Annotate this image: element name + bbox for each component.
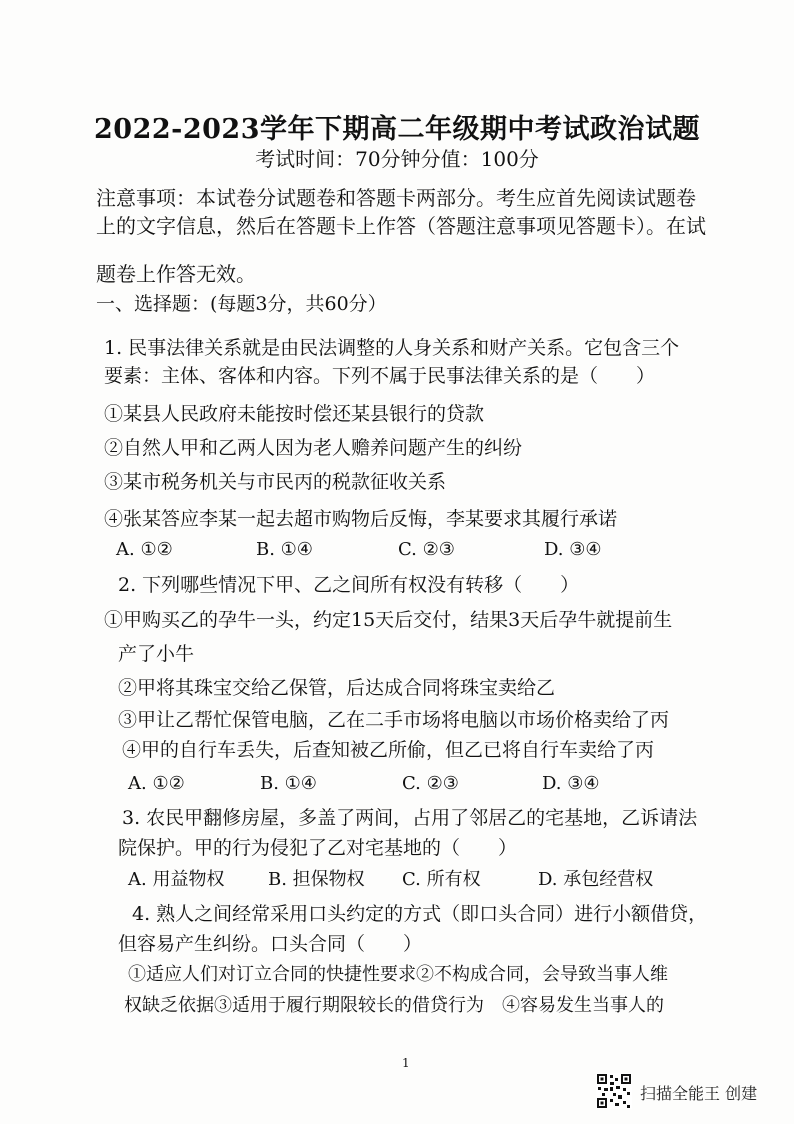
exam-title: 2022-2023学年下期高二年级期中考试政治试题 — [94, 114, 700, 145]
question-stem: 4. 熟人之间经常采用口头约定的方式（即口头合同）进行小额借贷， — [132, 903, 708, 925]
option-c: C. ②③ — [402, 773, 459, 794]
question-item: ①适应人们对订立合同的快捷性要求②不构成合同，会导致当事人维 — [128, 964, 668, 985]
option-b: B. ①④ — [260, 773, 317, 794]
question-stem: 3. 农民甲翻修房屋，多盖了两间，占用了邻居乙的宅基地，乙诉请法 — [122, 807, 698, 829]
scanner-label: 扫描全能王 创建 — [640, 1084, 758, 1103]
question-item: 产了小牛 — [118, 643, 195, 665]
question-item: ③甲让乙帮忙保管电脑，乙在二手市场将电脑以市场价格卖给了丙 — [118, 709, 670, 731]
option-b: B. 担保物权 — [268, 869, 365, 890]
option-b: B. ①④ — [256, 539, 313, 560]
question-item: 权缺乏依据③适用于履行期限较长的借贷行为 ④容易发生当事人的 — [124, 995, 664, 1016]
page-number: 1 — [402, 1056, 410, 1070]
option-a: A. ①② — [128, 773, 185, 794]
qr-code-icon — [596, 1073, 632, 1109]
option-d: D. ③④ — [544, 539, 602, 560]
answer-options — [128, 772, 688, 796]
question-stem: 院保护。甲的行为侵犯了乙对宅基地的（ ） — [118, 837, 518, 859]
option-a: A. ①② — [116, 539, 173, 560]
question-item: ①某县人民政府未能按时偿还某县银行的贷款 — [104, 403, 485, 425]
question-item: ④张某答应李某一起去超市购物后反悔，李某要求其履行承诺 — [104, 508, 618, 530]
question-item: ④甲的自行车丢失，后查知被乙所偷，但乙已将自行车卖给了丙 — [122, 739, 655, 761]
section-heading: 一、选择题：(每题3分，共60分） — [96, 293, 387, 315]
question-stem: 1. 民事法律关系就是由民法调整的人身关系和财产关系。它包含三个 — [104, 337, 680, 359]
question-stem: 2. 下列哪些情况下甲、乙之间所有权没有转移（ ） — [118, 574, 580, 596]
notice-line: 题卷上作答无效。 — [96, 262, 256, 286]
option-c: C. 所有权 — [402, 869, 481, 890]
question-item: ③某市税务机关与市民丙的税款征收关系 — [104, 471, 447, 493]
option-d: D. 承包经营权 — [538, 869, 654, 890]
question-stem: 要素：主体、客体和内容。下列不属于民事法律关系的是（ ） — [104, 365, 656, 387]
option-d: D. ③④ — [542, 773, 600, 794]
question-item: ①甲购买乙的孕牛一头，约定15天后交付，结果3天后孕牛就提前生 — [104, 609, 673, 631]
notice-line: 上的文字信息，然后在答题卡上作答（答题注意事项见答题卡）。在试 — [96, 214, 706, 238]
notice-line: 注意事项：本试卷分试题卷和答题卡两部分。考生应首先阅读试题卷 — [96, 186, 696, 210]
answer-options — [116, 538, 676, 562]
option-a: A. 用益物权 — [128, 869, 225, 890]
exam-subtitle: 考试时间：70分钟分值：100分 — [255, 147, 539, 171]
question-item: ②甲将其珠宝交给乙保管，后达成合同将珠宝卖给乙 — [118, 677, 556, 699]
scanner-watermark — [596, 1073, 776, 1113]
option-c: C. ②③ — [398, 539, 455, 560]
question-stem: 但容易产生纠纷。口头合同（ ） — [118, 933, 423, 955]
answer-options — [128, 868, 688, 892]
question-item: ②自然人甲和乙两人因为老人赡养问题产生的纠纷 — [104, 437, 523, 459]
